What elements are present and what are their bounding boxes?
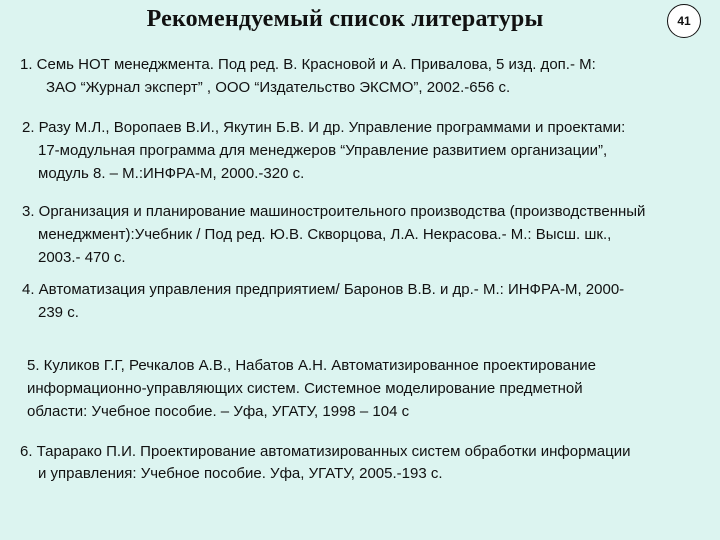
reference-line: ЗАО “Журнал эксперт” , ООО “Издательство ЭКСМО”, 2002.-656 с. xyxy=(46,79,511,96)
reference-line: 239 с. xyxy=(38,304,79,321)
reference-line: информационно-управляющих систем. Системное моделирование предметной xyxy=(27,380,583,397)
reference-line: 3. Организация и планирование машиностроительного производства (производственный xyxy=(22,203,646,220)
reference-line: 1. Семь НОТ менеджмента. Под ред. В. Красновой и А. Привалова, 5 изд. доп.- М: xyxy=(20,56,596,73)
reference-line: области: Учебное пособие. – Уфа, УГАТУ, 1998 – 104 с xyxy=(27,403,410,420)
reference-line: 2003.- 470 с. xyxy=(38,249,126,266)
page-title: Рекомендуемый список литературы xyxy=(146,6,544,32)
reference-line: 4. Автоматизация управления предприятием/ Баронов В.В. и др.- М.: ИНФРА-М, 2000- xyxy=(22,281,625,298)
reference-line: менеджмент):Учебник / Под ред. Ю.В. Скворцова, Л.А. Некрасова.- М.: Высш. шк., xyxy=(38,226,612,243)
reference-line: 17-модульная программа для менеджеров “Управление развитием организации”, xyxy=(38,142,608,159)
reference-line: 2. Разу М.Л., Воропаев В.И., Якутин Б.В. И др. Управление программами и проектами: xyxy=(22,119,626,136)
reference-line: 5. Куликов Г.Г, Речкалов А.В., Набатов А.Н. Автоматизированное проектирование xyxy=(27,357,597,374)
reference-line: модуль 8. – М.:ИНФРА-М, 2000.-320 с. xyxy=(38,165,305,182)
page-number-badge: 41 xyxy=(667,4,701,38)
reference-line: 6. Тарарако П.И. Проектирование автоматизированных систем обработки информации xyxy=(20,443,631,460)
reference-line: и управления: Учебное пособие. Уфа, УГАТУ, 2005.-193 с. xyxy=(38,465,443,482)
